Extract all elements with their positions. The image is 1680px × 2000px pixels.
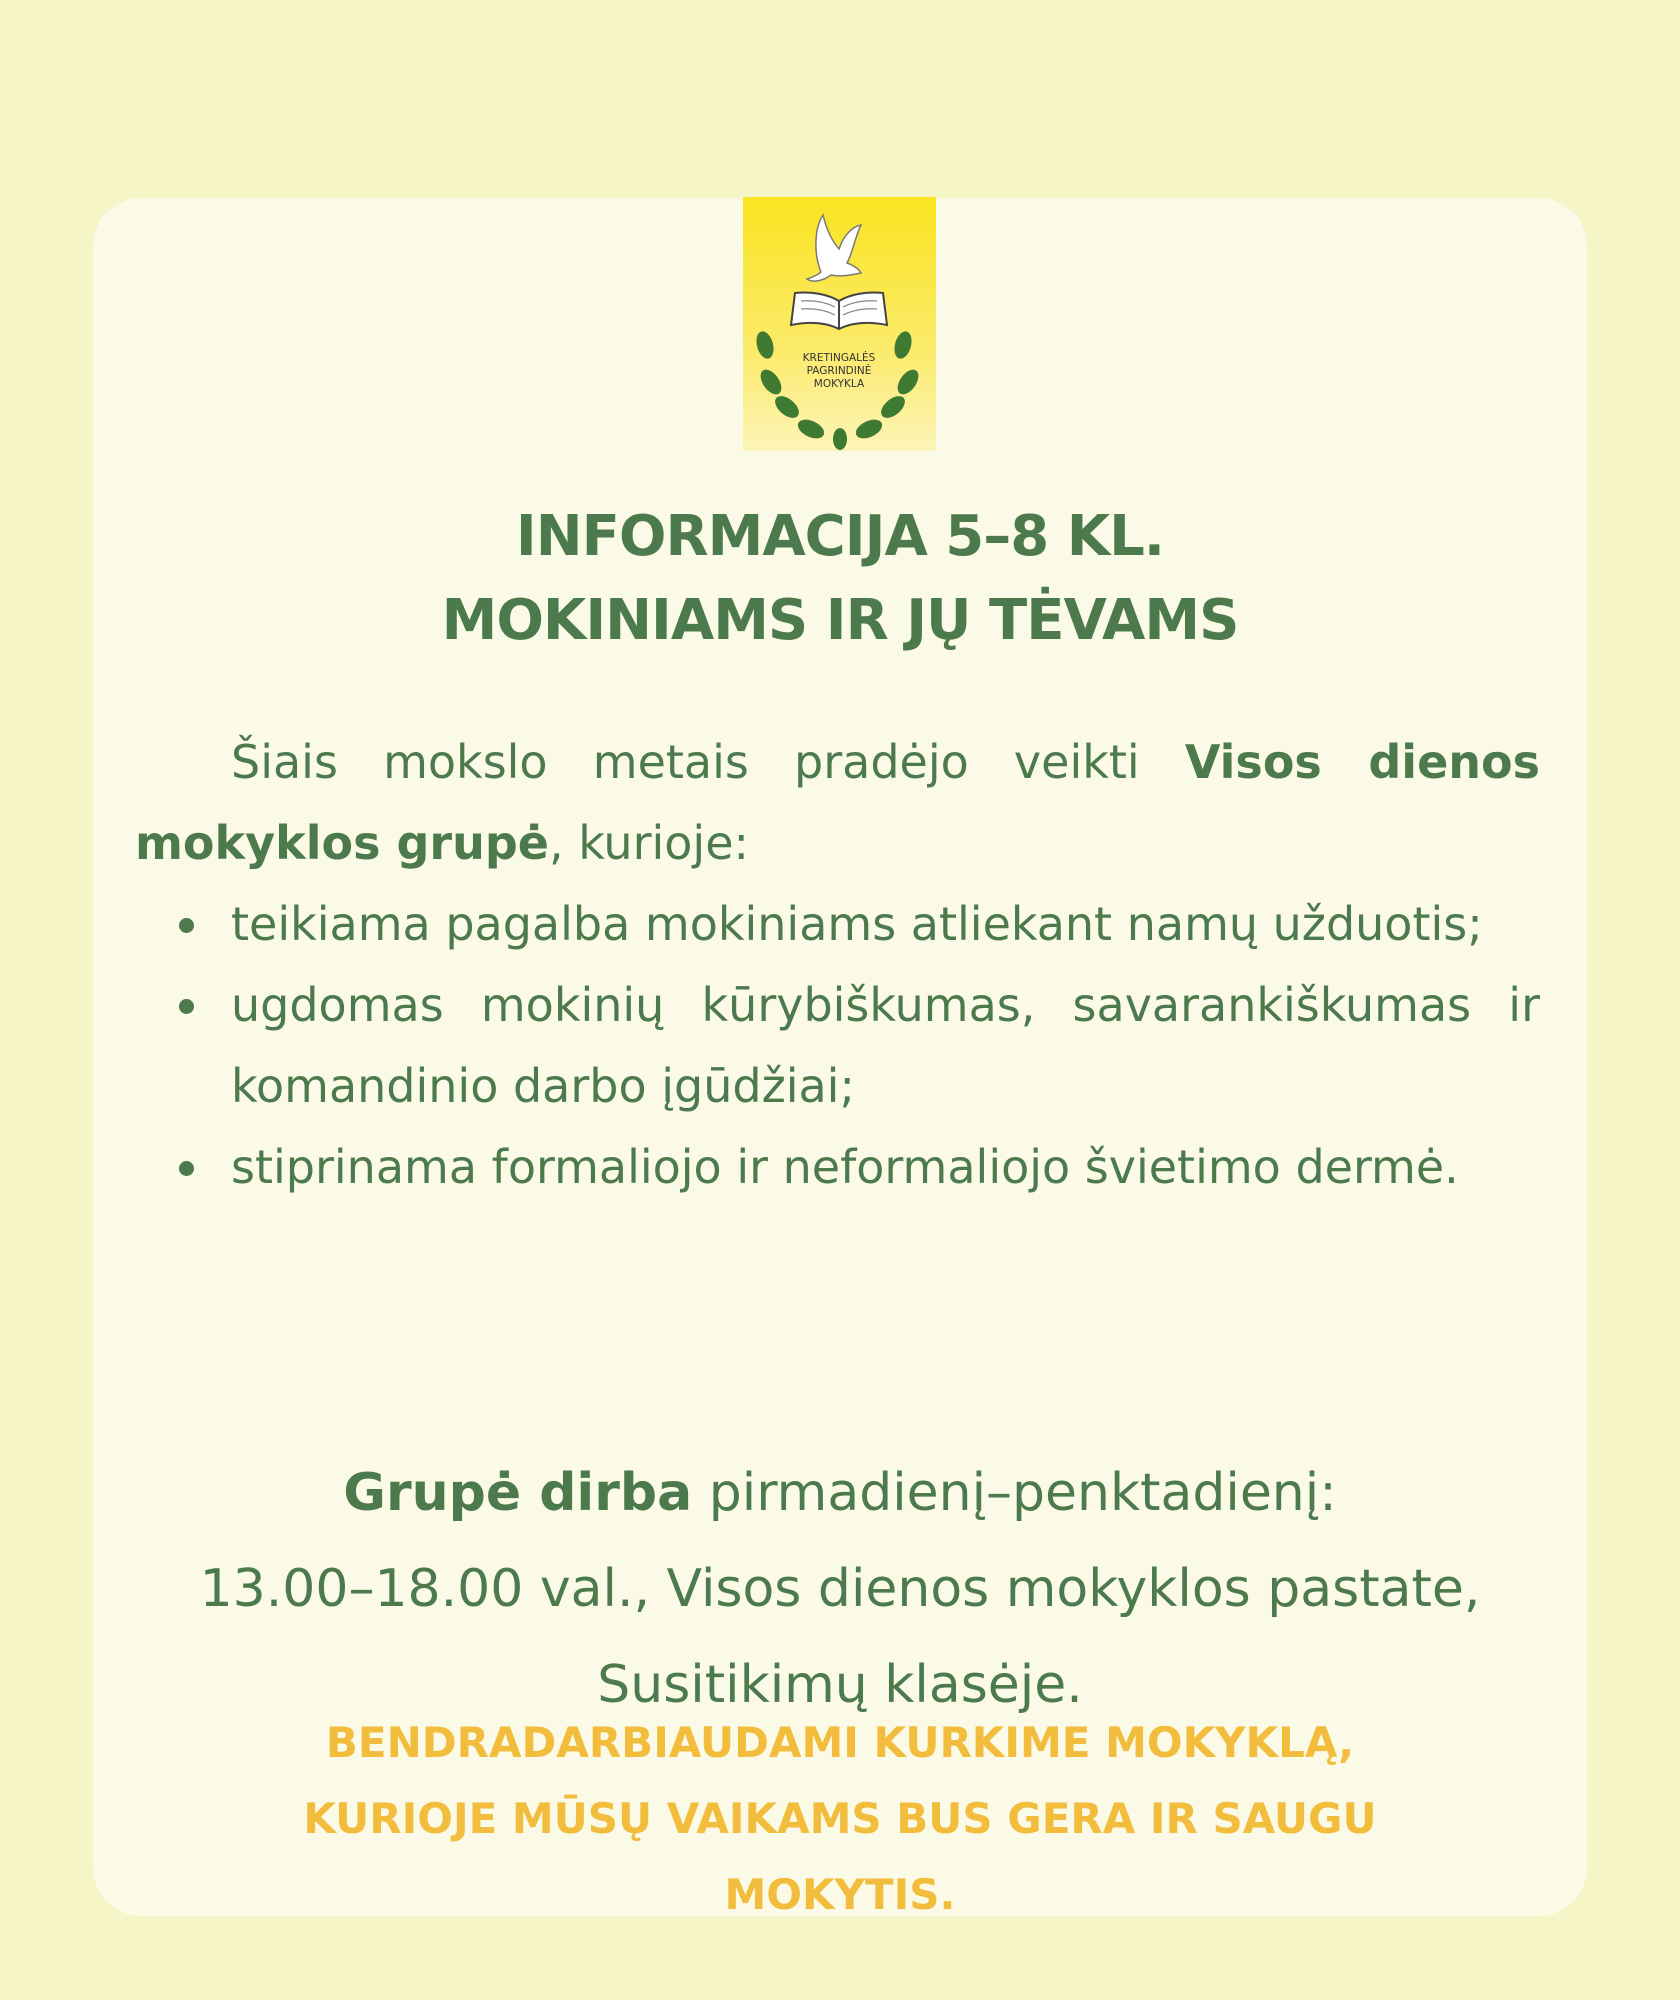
schedule-block (100, 1445, 1580, 1733)
slogan-line-2: KURIOJE MŪSŲ VAIKAMS BUS GERA IR SAUGU (303, 1794, 1377, 1843)
schedule-line-2: 13.00–18.00 val., Visos dienos mokyklos pastate, (199, 1559, 1481, 1619)
title-line-1: INFORMACIJA 5–8 KL. (515, 504, 1165, 569)
intro-bold: Visos dienos mokyklos grupė (135, 735, 1540, 870)
info-body (135, 722, 1540, 1208)
schedule-line-1 (100, 1445, 1580, 1541)
list-item-text: stiprinama formaliojo ir neformaliojo švietimo dermė. (231, 1140, 1459, 1194)
school-logo (743, 197, 936, 451)
list-item-text: teikiama pagalba mokiniams atliekant namų užduotis; (231, 897, 1483, 951)
svg-text:PAGRINDINĖ: PAGRINDINĖ (806, 365, 872, 377)
list-item (135, 884, 1540, 965)
intro-text-after: , kurioje: (548, 816, 750, 870)
page-title (100, 495, 1580, 663)
bullet-icon (179, 1161, 194, 1176)
svg-text:MOKYKLA: MOKYKLA (813, 378, 865, 390)
title-line-2: MOKINIAMS IR JŲ TĖVAMS (441, 588, 1239, 653)
list-item (135, 1127, 1540, 1208)
intro-paragraph (135, 722, 1540, 884)
bullet-icon (179, 999, 194, 1014)
schedule-days: pirmadienį–penktadienį: (692, 1463, 1337, 1523)
slogan-line-1: BENDRADARBIAUDAMI KURKIME MOKYKLĄ, (325, 1718, 1355, 1767)
slogan (100, 1705, 1580, 1933)
svg-text:KRETINGALĖS: KRETINGALĖS (802, 352, 876, 364)
dove-book-emblem-icon (743, 197, 936, 451)
schedule-bold: Grupė dirba (343, 1463, 693, 1523)
intro-text: Šiais mokslo metais pradėjo veikti (231, 735, 1185, 789)
list-item-text: ugdomas mokinių kūrybiškumas, savarankiškumas ir komandinio darbo įgūdžiai; (231, 978, 1540, 1113)
schedule-line-3: Susitikimų klasėje. (597, 1655, 1083, 1715)
feature-list (135, 884, 1540, 1208)
list-item (135, 965, 1540, 1127)
bullet-icon (179, 918, 194, 933)
slogan-line-3: MOKYTIS. (724, 1870, 956, 1919)
